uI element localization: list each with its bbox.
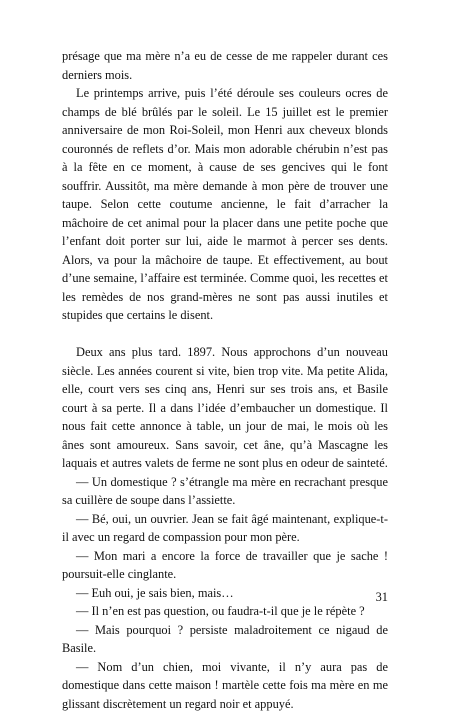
dialogue-line-5: — Il n’en est pas question, ou faudra-t-il que je le répète ?: [62, 602, 388, 621]
paragraph-spacer: [62, 325, 388, 344]
dialogue-line-3: — Mon mari a encore la force de travailler que je sache ! poursuit-elle cinglante.: [62, 547, 388, 584]
page-body: [62, 47, 388, 713]
paragraph-3: Deux ans plus tard. 1897. Nous approchons d’un nouveau siècle. Les années courent si vite, bien trop vite. Ma petite Alida, elle, court vers ses cinq ans, Henri sur ses trois ans, et Basile court à sa perte. Il a dans l’idée d’embaucher un domestique. Il nous fait cette annonce à table, un jour de mai, le mois où les ânes sont amoureux. Sans savoir, cet âne, qu’à Mascagne les laquais et autres valets de ferme ne sont plus en odeur de sainteté.: [62, 343, 388, 473]
dialogue-line-6: — Mais pourquoi ? persiste maladroitement ce nigaud de Basile.: [62, 621, 388, 658]
paragraph-1: présage que ma mère n’a eu de cesse de me rappeler durant ces derniers mois.: [62, 47, 388, 84]
dialogue-line-4: — Euh oui, je sais bien, mais…: [62, 584, 388, 603]
dialogue-line-2: — Bé, oui, un ouvrier. Jean se fait âgé maintenant, explique-t-il avec un regard de compassion pour mon père.: [62, 510, 388, 547]
dialogue-line-1: — Un domestique ? s’étrangle ma mère en recrachant presque sa cuillère de soupe dans l’assiette.: [62, 473, 388, 510]
paragraph-2: Le printemps arrive, puis l’été déroule ses couleurs ocres de champs de blé brûlés par le soleil. Le 15 juillet est le premier anniversaire de mon Roi-Soleil, mon Henri aux cheveux blonds couronnés de reflets d’or. Mais mon adorable chérubin n’est pas à la fête en ce moment, à cause de ses gencives qui le font souffrir. Aussitôt, ma mère demande à mon père de trouver une taupe. Selon cette coutume ancienne, le fait d’arracher la mâchoire de cet animal pour la placer dans une petite poche que l’enfant doit porter sur lui, aide le marmot à percer ses dents. Alors, va pour la mâchoire de taupe. Et effectivement, au bout d’une semaine, l’affaire est terminée. Comme quoi, les recettes et les remèdes de nos grand-mères ne sont pas aussi inutiles et stupides que certains le disent.: [62, 84, 388, 325]
dialogue-line-7: — Nom d’un chien, moi vivante, il n’y aura pas de domestique dans cette maison ! martèle cette fois ma mère en me glissant discrètement un regard noir et appuyé.: [62, 658, 388, 713]
page-number: 31: [376, 590, 388, 605]
